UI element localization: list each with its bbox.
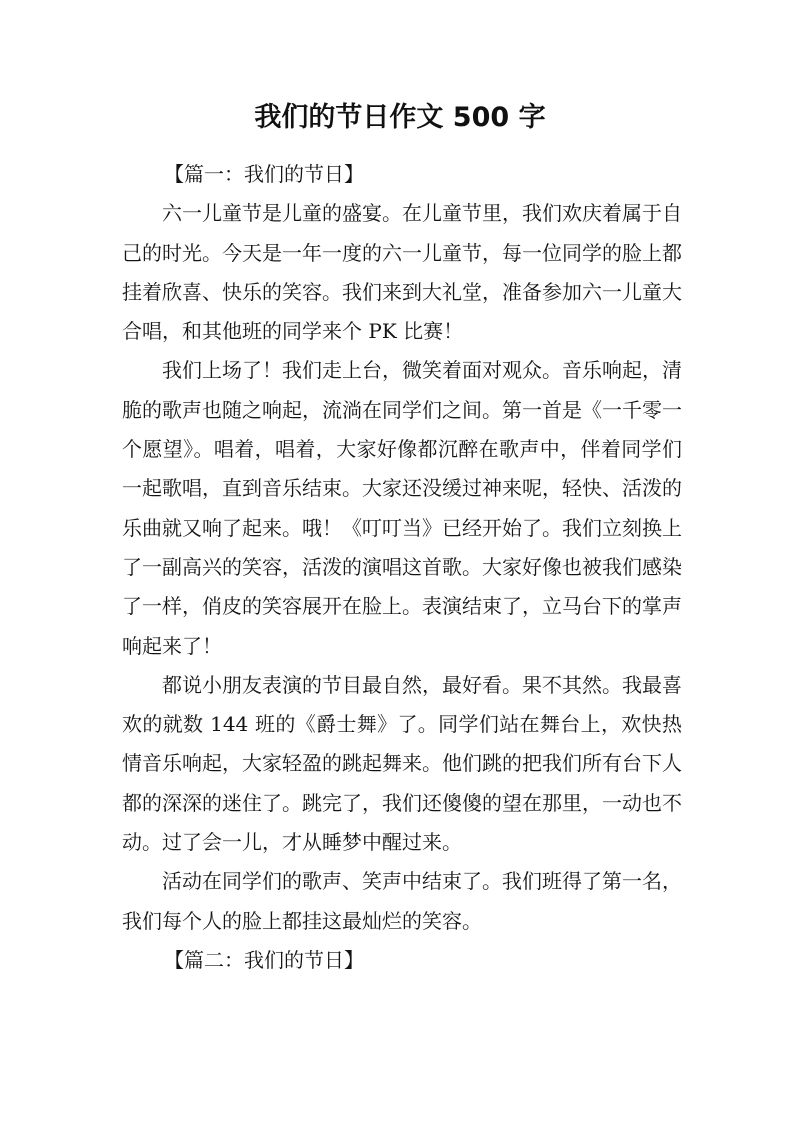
document-title: 我们的节日作文 500 字 [254, 102, 546, 133]
paragraph-4: 活动在同学们的歌声、笑声中结束了。我们班得了第一名，我们每个人的脸上都挂这最灿烂的笑容。 [122, 869, 682, 933]
paragraph-1: 六一儿童节是儿童的盛宴。在儿童节里，我们欢庆着属于自己的时光。今天是一年一度的六一儿童节，每一位同学的脸上都挂着欣喜、快乐的笑容。我们来到大礼堂，准备参加六一儿童大合唱，和其他班的同学来个 PK 比赛！ [122, 201, 682, 344]
paragraph-2: 我们上场了！我们走上台，微笑着面对观众。音乐响起，清脆的歌声也随之响起，流淌在同学们之间。第一首是《一千零一个愿望》。唱着，唱着，大家好像都沉醉在歌声中，伴着同学们一起歌唱，直到音乐结束。大家还没缓过神来呢，轻快、活泼的乐曲就又响了起来。哦！《叮叮当》已经开始了。我们立刻换上了一副高兴的笑容，活泼的演唱这首歌。大家好像也被我们感染了一样，俏皮的笑容展开在脸上。表演结束了，立马台下的掌声响起来了！ [122, 358, 682, 658]
section-heading-1: 【篇一：我们的节日】 [164, 162, 364, 186]
document-body [122, 155, 682, 980]
paragraph-3: 都说小朋友表演的节目最自然，最好看。果不其然。我最喜欢的就数 144 班的《爵士舞》了。同学们站在舞台上，欢快热情音乐响起，大家轻盈的跳起舞来。他们跳的把我们所有台下人都的深深的迷住了。跳完了，我们还傻傻的望在那里，一动也不动。过了会一儿，才从睡梦中醒过来。 [122, 672, 682, 855]
section-heading-2: 【篇二：我们的节日】 [164, 947, 364, 972]
